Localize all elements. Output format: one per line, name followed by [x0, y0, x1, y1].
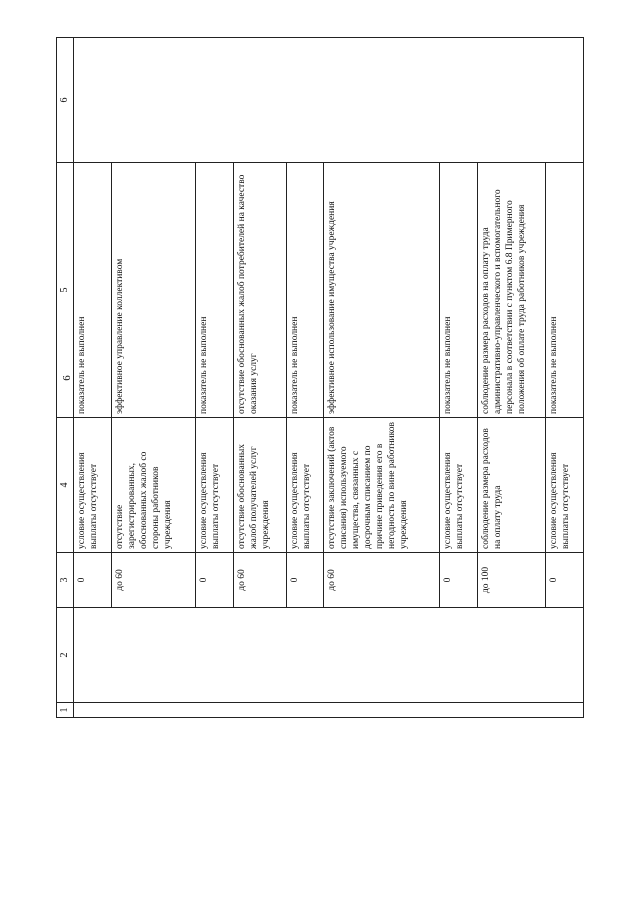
cell-points: до 60: [324, 553, 439, 608]
cell-indicator: соблюдение размера расходов на оплату труда административно-управленческого и вспомогательного персонала в соответствии с пунктом 6.8 Примерного положения об оплате труда работников учреждения: [477, 163, 546, 418]
cell-indicator: эффективное использование имущества учреждения: [324, 163, 439, 418]
header-col-3: 3: [57, 553, 74, 608]
cell-indicator: отсутствие обоснованных жалоб потребителей на качество оказания услуг: [233, 163, 286, 418]
cell-points: 0: [195, 553, 233, 608]
header-col-6: 6: [57, 38, 74, 163]
cell-points: 0: [286, 553, 324, 608]
cell-col-1: [74, 703, 584, 718]
table-header-row: [57, 38, 74, 718]
header-col-1: 1: [57, 703, 74, 718]
cell-points: 0: [439, 553, 477, 608]
cell-condition: отсутствие обоснованных жалоб получателей услуг учреждения: [233, 418, 286, 553]
header-col-5: 5: [57, 163, 74, 418]
cell-condition: соблюдение размера расходов на оплату труда: [477, 418, 546, 553]
cell-points: 0: [546, 553, 584, 608]
cell-indicator: эффективное управление коллективом: [111, 163, 195, 418]
cell-condition: условие осуществления выплаты отсутствует: [439, 418, 477, 553]
cell-condition: условие осуществления выплаты отсутствует: [74, 418, 112, 553]
header-col-2: 2: [57, 608, 74, 703]
cell-indicator: показатель не выполнен: [195, 163, 233, 418]
cell-indicator: показатель не выполнен: [439, 163, 477, 418]
header-col-4: 4: [57, 418, 74, 553]
cell-indicator: показатель не выполнен: [546, 163, 584, 418]
cell-col-6: [74, 38, 584, 163]
cell-condition: условие осуществления выплаты отсутствует: [195, 418, 233, 553]
page-number: 6: [61, 375, 73, 381]
table-row: [74, 38, 112, 718]
cell-condition: условие осуществления выплаты отсутствует: [546, 418, 584, 553]
cell-points: до 60: [233, 553, 286, 608]
cell-condition: отсутствие заключений (актов списания) используемого имущества, связанных с досрочным списанием по причине приведения его в негодность по вине работников учреждения: [324, 418, 439, 553]
cell-col-2: [74, 608, 584, 703]
cell-indicator: показатель не выполнен: [286, 163, 324, 418]
indicators-table: [56, 37, 584, 718]
cell-condition: отсутствие зарегистрированных, обоснованных жалоб со стороны работников учреждения: [111, 418, 195, 553]
cell-condition: условие осуществления выплаты отсутствует: [286, 418, 324, 553]
rotated-table-container: [56, 38, 584, 718]
cell-points: до 100: [477, 553, 546, 608]
cell-indicator: показатель не выполнен: [74, 163, 112, 418]
cell-points: до 60: [111, 553, 195, 608]
cell-points: 0: [74, 553, 112, 608]
